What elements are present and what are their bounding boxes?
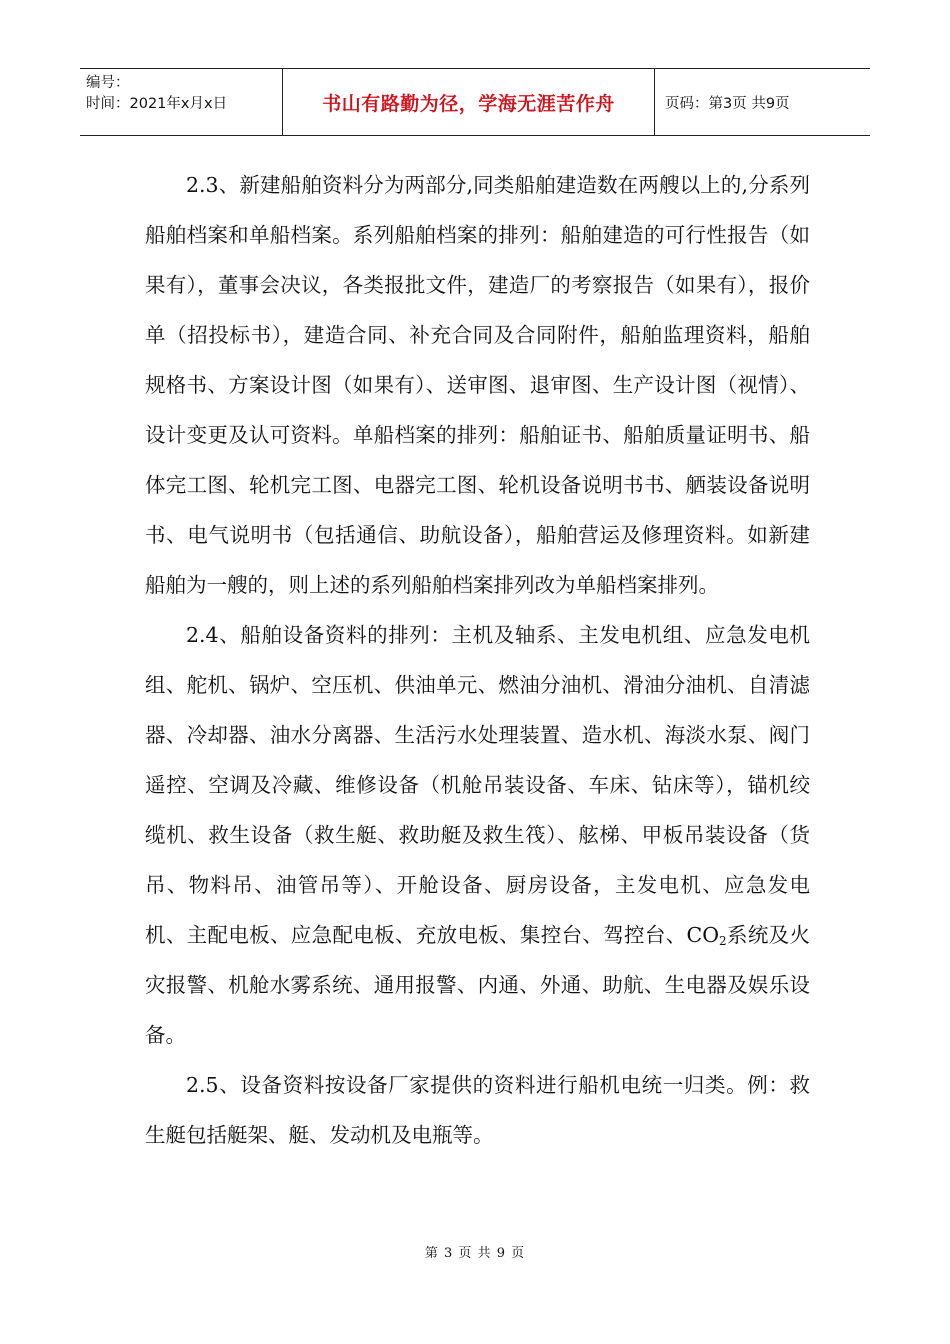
paragraph-2-4-part2: 系统及火灾报警、机舱水雾系统、通用报警、内通、外通、助航、生电器及娱乐设备。 bbox=[145, 923, 811, 1047]
header-motto: 书山有路勤为径，学海无涯苦作舟 bbox=[322, 92, 615, 115]
document-body bbox=[145, 160, 810, 1160]
header-page-info: 页码：第3页 共9页 bbox=[665, 95, 790, 112]
header-page-cell bbox=[655, 69, 870, 135]
page-footer: 第 3 页 共 9 页 bbox=[424, 1246, 526, 1261]
header-motto-cell bbox=[283, 69, 655, 135]
paragraph-2-4-part1: 2.4、船舶设备资料的排列：主机及轴系、主发电机组、应急发电机组、舵机、锅炉、空压机、供油单元、燃油分油机、滑油分油机、自清滤器、冷却器、油水分离器、生活污水处理装置、造水机、海淡水泵、阀门遥控、空调及冷藏、维修设备（机舱吊装设备、车床、钻床等），锚机绞缆机、救生设备（救生艇、救助艇及救生筏）、舷梯、甲板吊装设备（货吊、物料吊、油管吊等）、开舱设备、厨房设备，主发电机、应急发电机、主配电板、应急配电板、充放电板、集控台、驾控台、CO bbox=[145, 623, 810, 947]
header-meta-cell bbox=[80, 69, 283, 135]
document-time-label: 时间：2021年x月x日 bbox=[86, 96, 228, 112]
co2-subscript: 2 bbox=[719, 934, 727, 948]
document-number-label: 编号： bbox=[86, 75, 130, 91]
document-header bbox=[80, 68, 870, 136]
paragraph-2-4 bbox=[145, 610, 810, 1060]
paragraph-2-3: 2.3、新建船舶资料分为两部分,同类船舶建造数在两艘以上的,分系列船舶档案和单船档案。系列船舶档案的排列：船舶建造的可行性报告（如果有），董事会决议，各类报批文件，建造厂的考察报告（如果有），报价单（招投标书），建造合同、补充合同及合同附件，船舶监理资料，船舶规格书、方案设计图（如果有）、送审图、退审图、生产设计图（视情）、设计变更及认可资料。单船档案的排列：船舶证书、船舶质量证明书、船体完工图、轮机完工图、电器完工图、轮机设备说明书书、舾装设备说明书、电气说明书（包括通信、助航设备），船舶营运及修理资料。如新建船舶为一艘的，则上述的系列船舶档案排列改为单船档案排列。 bbox=[145, 173, 810, 597]
paragraph-2-5: 2.5、设备资料按设备厂家提供的资料进行船机电统一归类。例：救生艇包括艇架、艇、发动机及电瓶等。 bbox=[145, 1073, 810, 1147]
